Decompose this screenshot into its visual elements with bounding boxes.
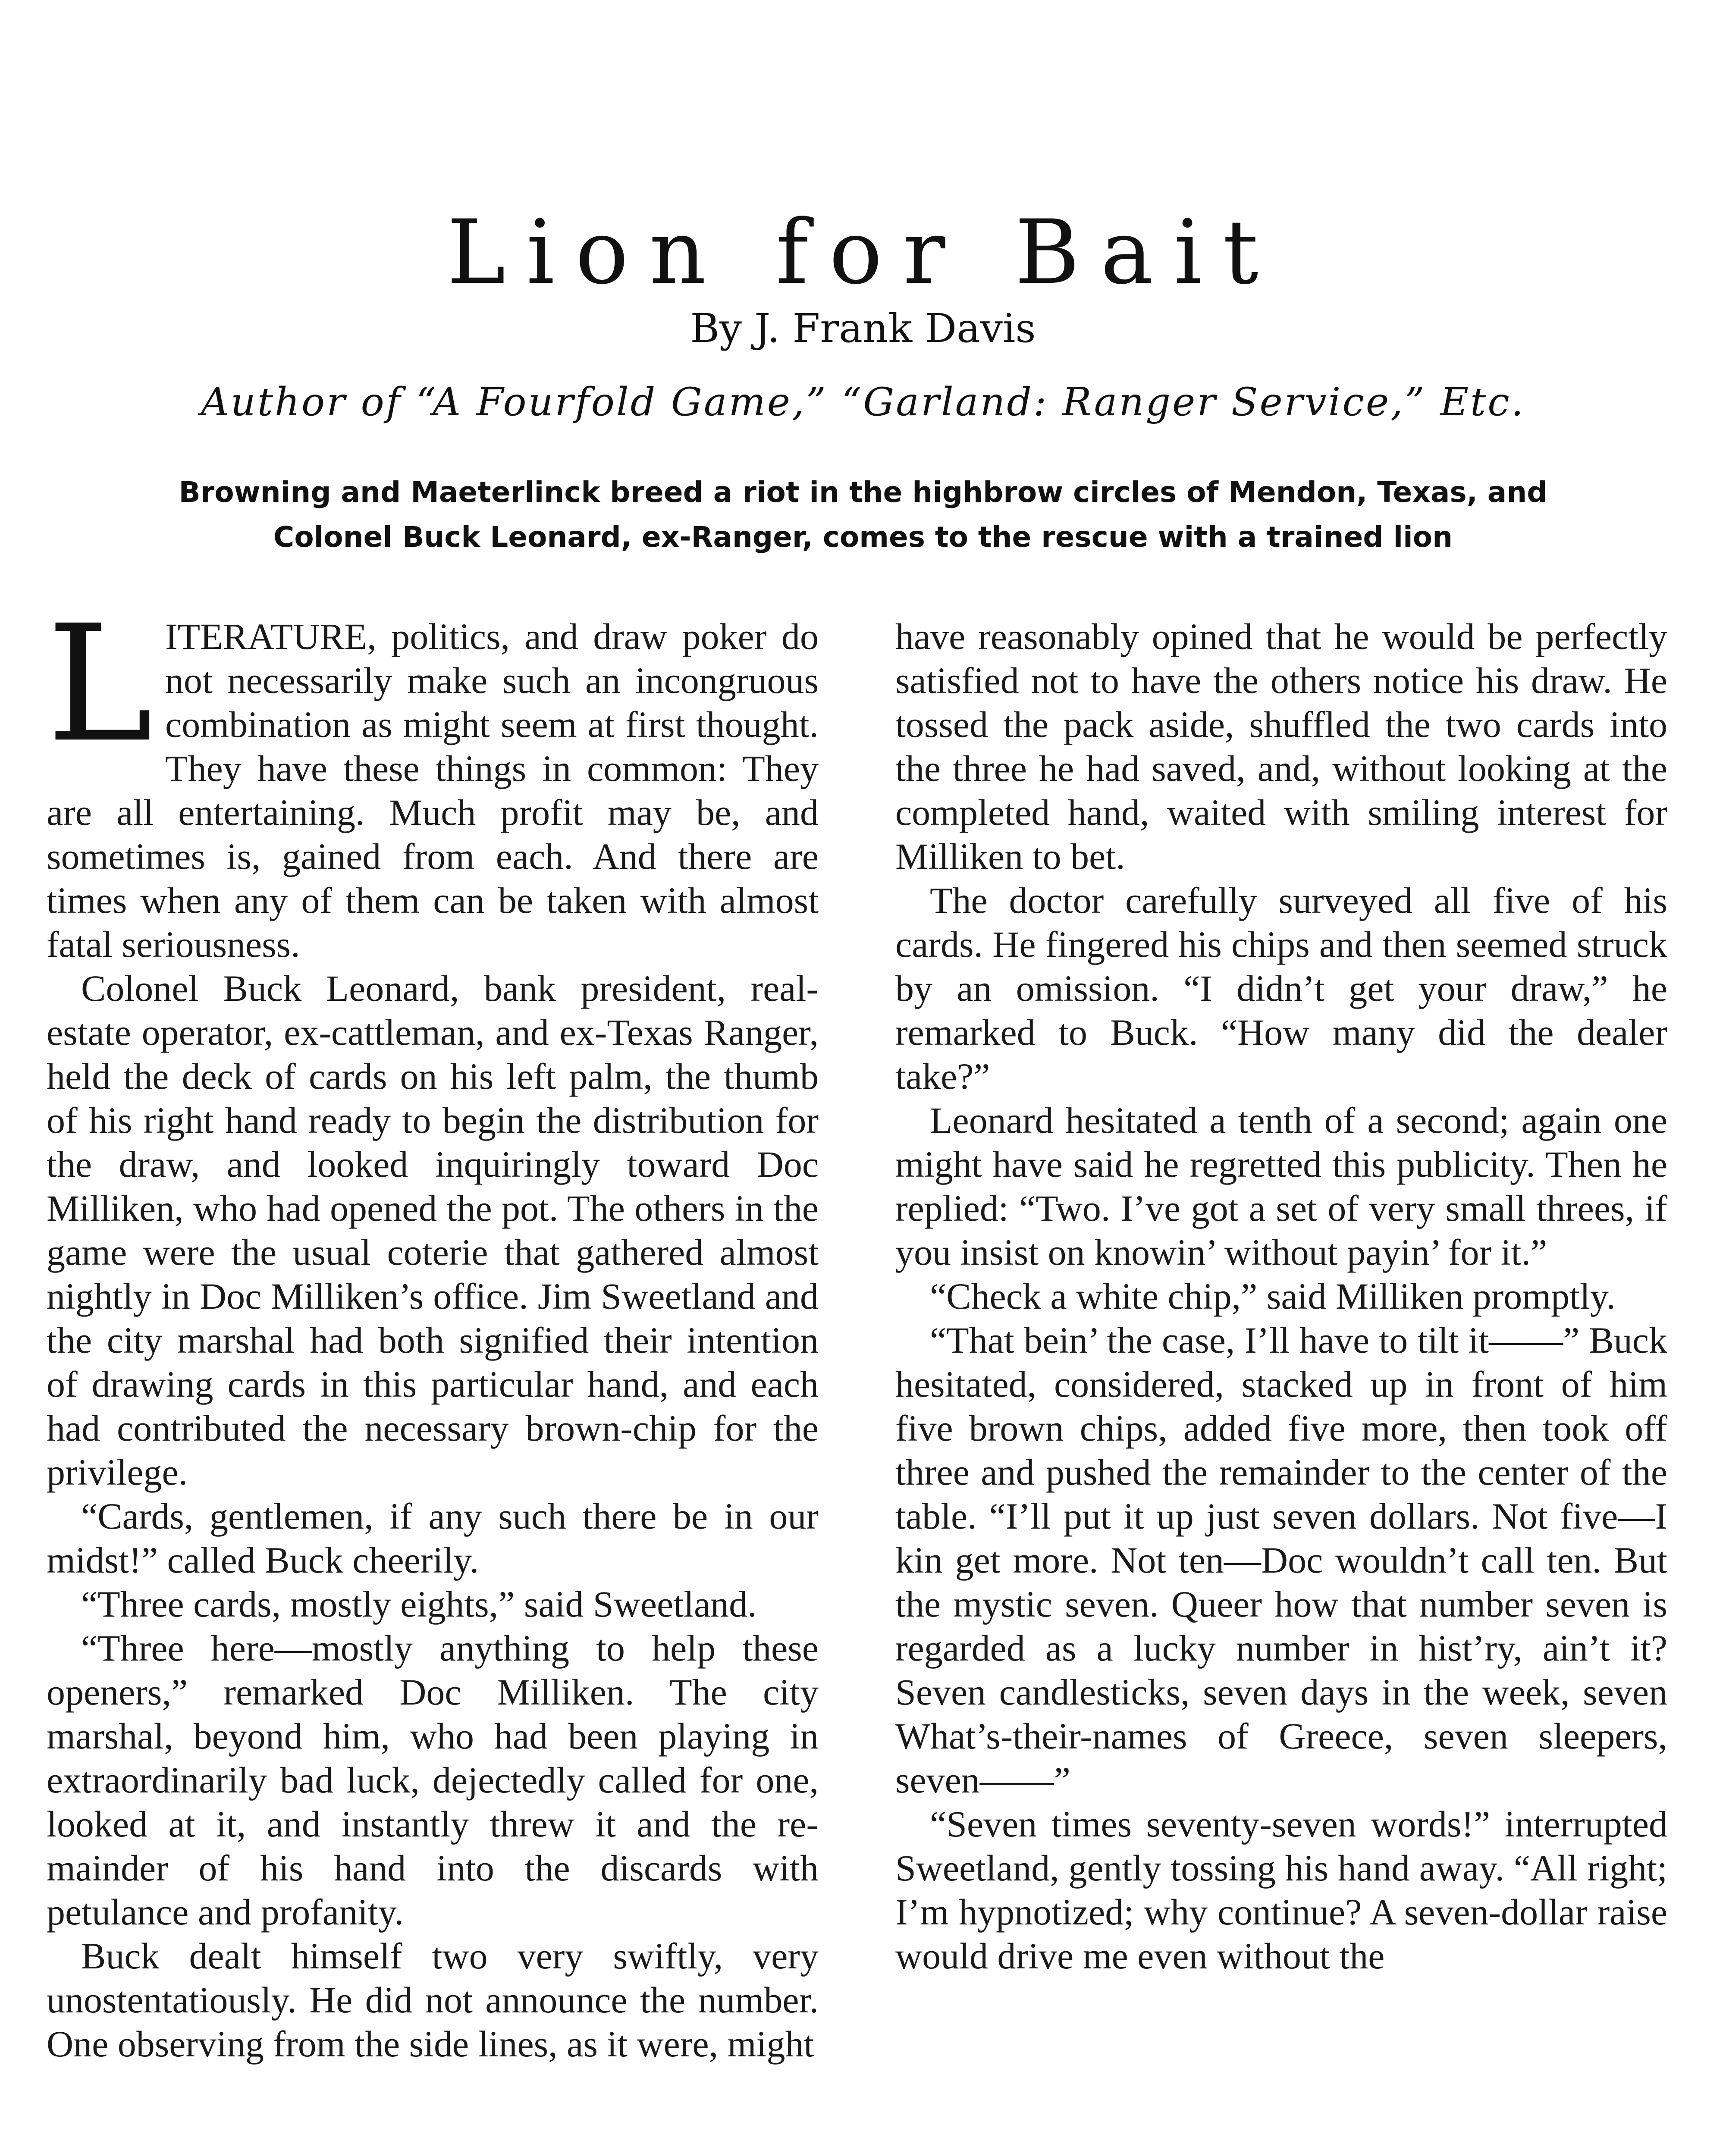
paragraph: “Check a white chip,” said Milliken promptly.: [930, 1275, 1616, 1317]
paragraph: have reasonably opined that he would be perfectly satisfied not to have the others notice his draw. He tossed the pack aside, shuffled the two cards into the three he had saved, and, without looking at the completed hand, waited with smiling interest for Milliken to bet.: [895, 616, 1667, 877]
paragraph: Leonard hesitated a tenth of a second; again one might have said he regretted this publicity. Then he replied: “Two. I’ve got a set of very small threes, if you insist on knowin’ without payin’ for it.”: [895, 1100, 1667, 1273]
byline: By J. Frank Davis: [690, 305, 1036, 351]
paragraph: “Cards, gentlemen, if any such there be in our midst!” called Buck cheerily.: [47, 1495, 819, 1581]
paragraph-1: [47, 614, 819, 966]
paragraph: Buck dealt himself two very swiftly, very unostentatiously. He did not announce the number. One observing from the side lines, as it were, might: [47, 1935, 819, 2065]
drop-cap: L: [47, 614, 154, 777]
author-other-works: Author of “A Fourfold Game,” “Garland: Ranger Service,” Etc.: [201, 379, 1525, 425]
paragraph: “Three cards, mostly eights,” said Sweetland.: [81, 1583, 757, 1625]
paragraph-1-text: ITERATURE, politics, and draw poker do not necessarily make such an incongruous combination as might seem at first thought. They have these things in common: They are all entertaining. Much profit may be, and sometimes is, gained from each. And there are times when any of them can be taken with almost fatal seriousness.: [47, 616, 819, 965]
paragraph: Colonel Buck Leonard, bank president, real-estate operator, ex-cattleman, and ex-Texas Ranger, held the deck of cards on his left palm, the thumb of his right hand ready to begin the distribution for the draw, and looked inquiringly toward Doc Milliken, who had opened the pot. The others in the game were the usual coterie that gathered almost nightly in Doc Milliken’s office. Jim Sweetland and the city marshal had both signified their intention of drawing cards in this particular hand, and each had contributed the necessary brown-chip for the privilege.: [47, 968, 819, 1493]
left-column: [47, 614, 819, 2156]
story-title: Lion for Bait: [447, 201, 1279, 304]
paragraph: The doctor carefully surveyed all five of his cards. He fingered his chips and then seemed struck by an omission. “I didn’t get your draw,” he remarked to Buck. “How many did the dealer take?”: [895, 880, 1667, 1097]
paragraph: “Seven times seventy-seven words!” interrupted Sweetland, gently tossing his hand away. “All right; I’m hypnotized; why continue? A seven-dollar raise would drive me even without the: [895, 1803, 1667, 1977]
paragraph: “Three here—mostly anything to help these openers,” remarked Doc Milliken. The city marshal, beyond him, who had been playing in extraordinarily bad luck, dejectedly called for one, looked at it, and instantly threw it and the remainder of his hand into the discards with petulance and profanity.: [47, 1627, 819, 1933]
story-blurb: Browning and Maeterlinck breed a riot in the highbrow circles of Mendon, Texas, and Colonel Buck Leonard, ex-Ranger, comes to the rescue with a trained lion: [179, 476, 1547, 554]
right-column: [895, 614, 1667, 2156]
paragraph: “That bein’ the case, I’ll have to tilt it——” Buck hesitated, considered, stacked up in front of him five brown chips, added five more, then took off three and pushed the remainder to the center of the table. “I’ll put it up just seven dollars. Not five—I kin get more. Not ten—Doc wouldn’t call ten. But the mystic seven. Queer how that number seven is regarded as a lucky number in hist’ry, ain’t it? Seven candlesticks, seven days in the week, seven What’s-their-names of Greece, seven sleepers, seven——”: [895, 1319, 1667, 1801]
